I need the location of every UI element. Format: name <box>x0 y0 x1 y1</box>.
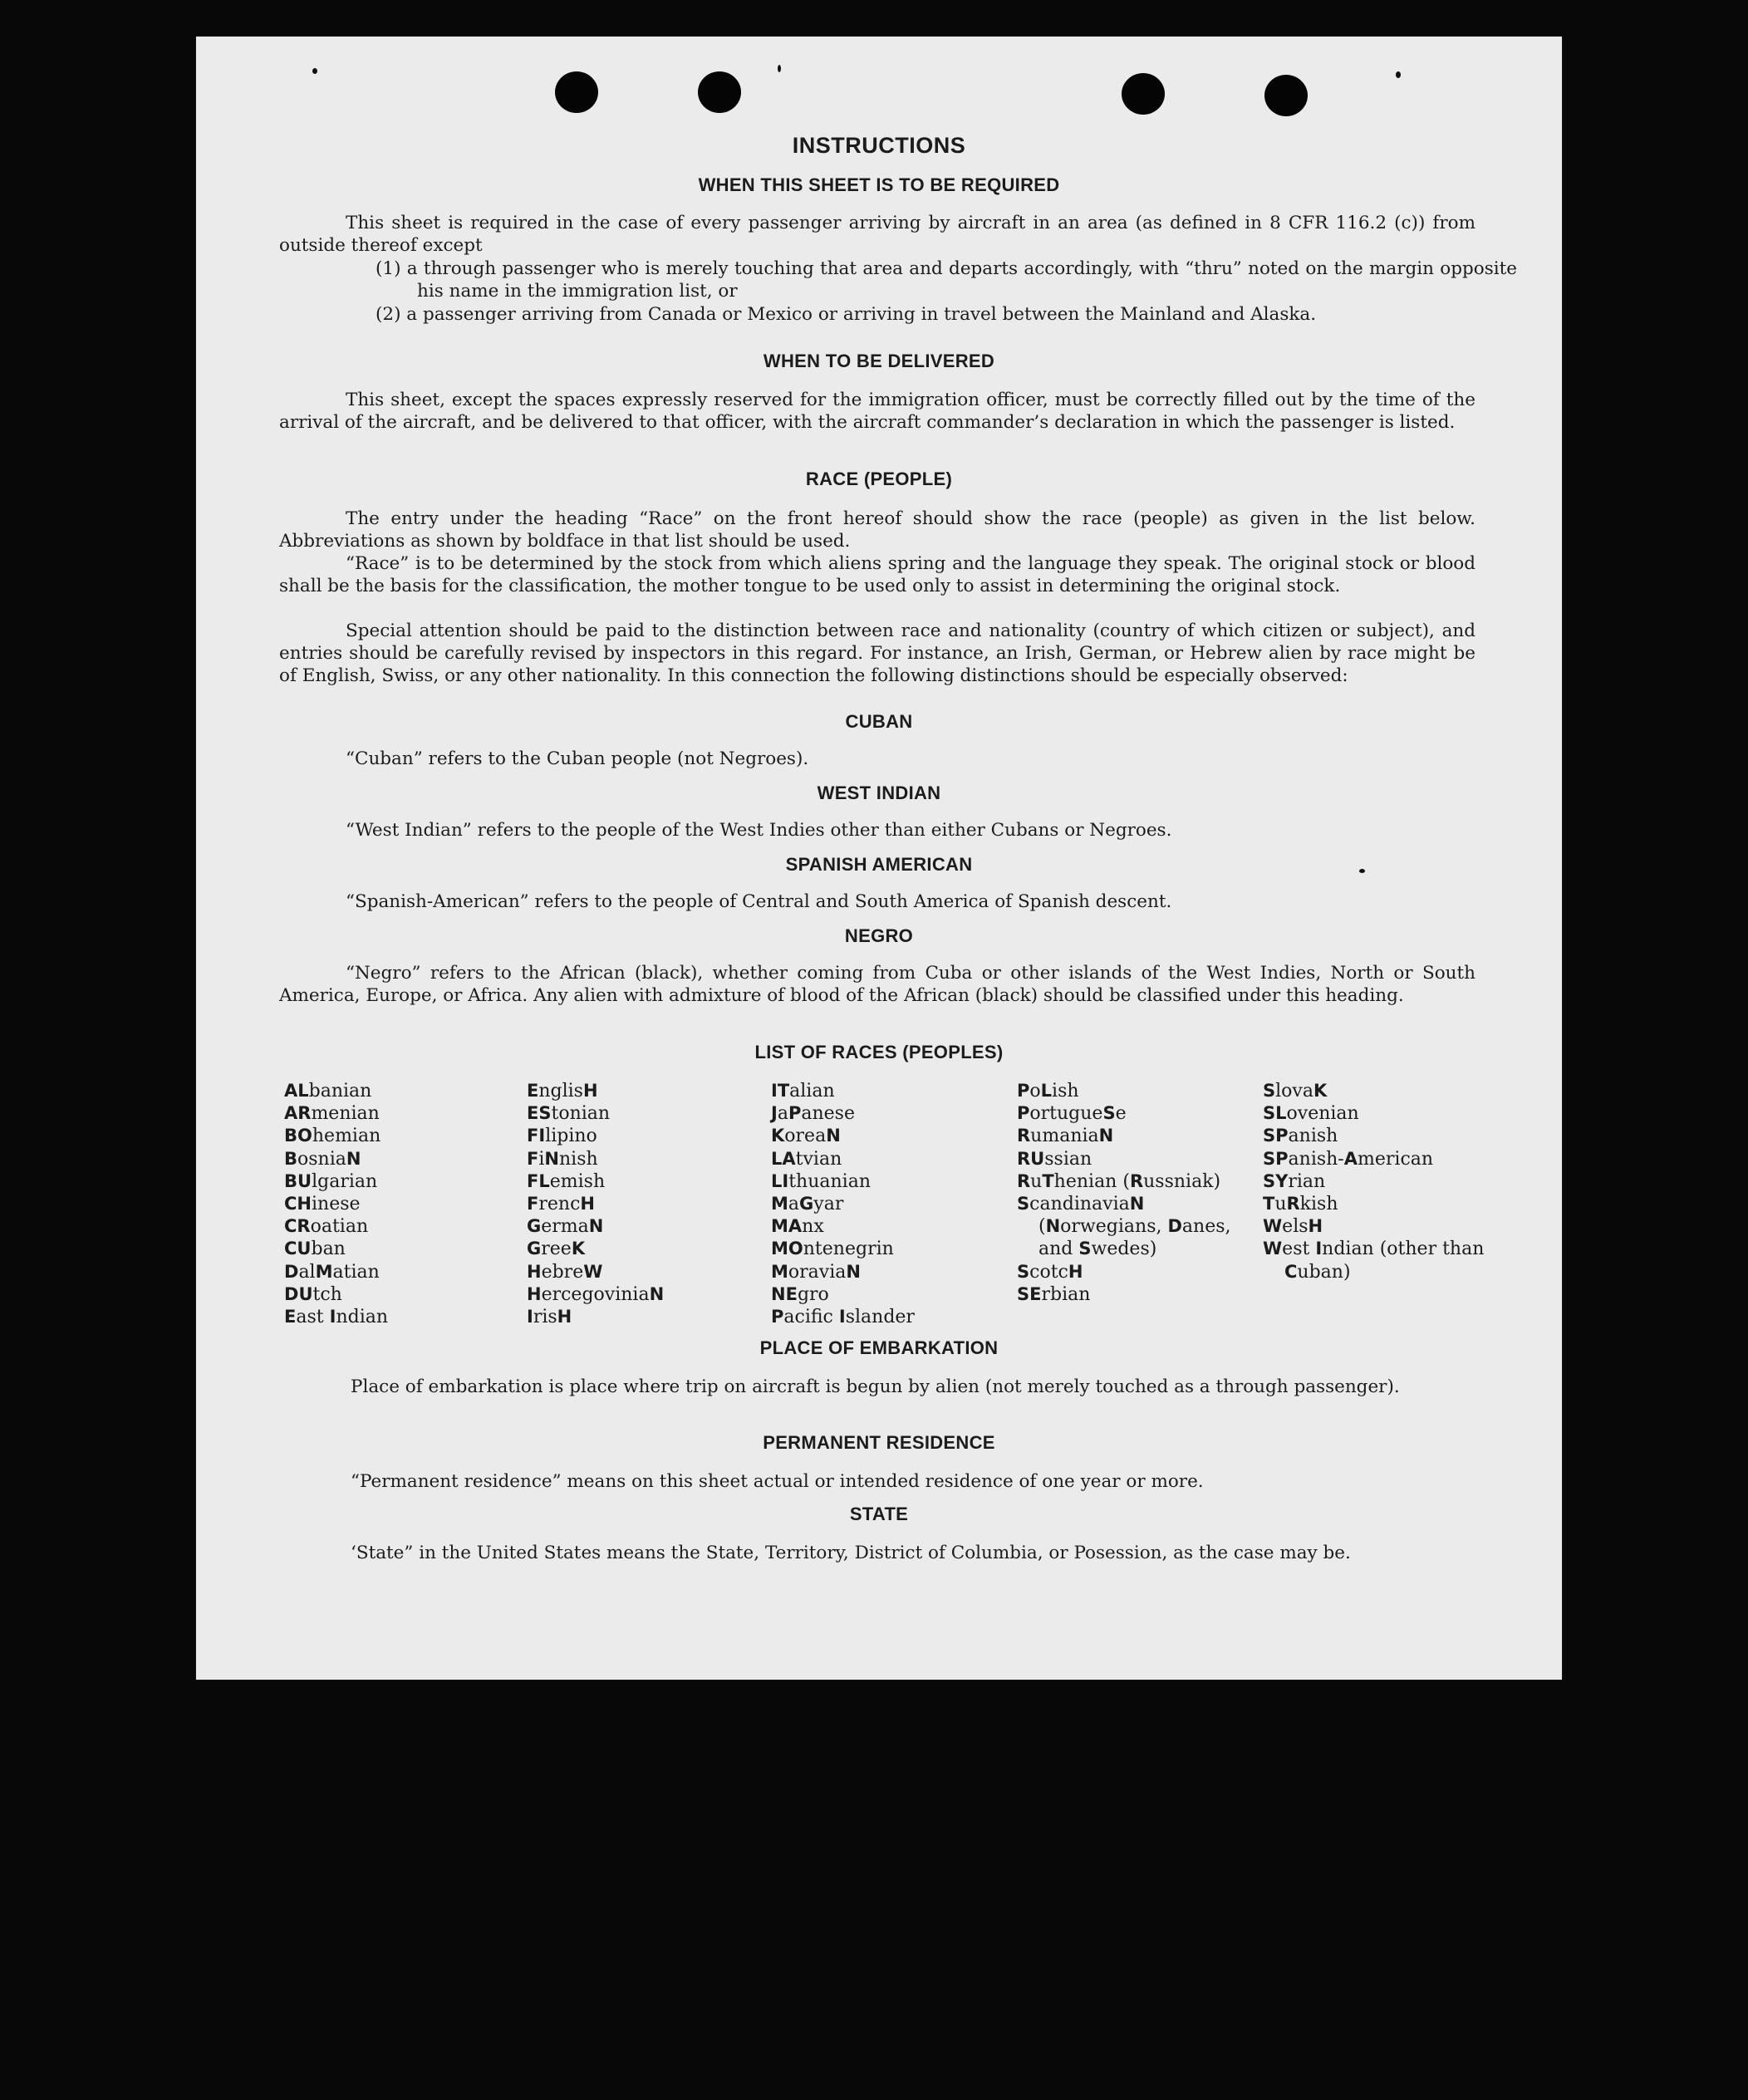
heading-delivered: WHEN TO BE DELIVERED <box>763 351 995 371</box>
heading-list-of-races: LIST OF RACES (PEOPLES) <box>754 1042 1004 1062</box>
race-entry: TuRkish <box>1263 1194 1338 1215</box>
race-entry: West Indian (other than Cuban) <box>1263 1239 1485 1283</box>
races-column-4 <box>1017 1080 1241 1306</box>
heading-cuban: CUBAN <box>845 711 913 732</box>
race-entry: East Indian <box>284 1307 389 1328</box>
race-entry: PoLish <box>1017 1081 1079 1102</box>
spanish-american-text: “Spanish-American” refers to the people of Central and South America of Spanish descent. <box>346 891 1172 912</box>
race-entry: FLemish <box>527 1170 606 1192</box>
race-entry: MoraviaN <box>771 1261 861 1283</box>
speck <box>1396 71 1401 78</box>
races-column-3 <box>771 1080 995 1328</box>
heading-state: STATE <box>849 1504 909 1524</box>
cuban-text: “Cuban” refers to the Cuban people (not Negroes). <box>346 748 809 769</box>
race-entry: PortugueSe <box>1017 1103 1127 1125</box>
race-entry: WelsH <box>1263 1216 1323 1238</box>
race-entry: FiNnish <box>527 1148 598 1170</box>
race-entry: SPanish <box>1263 1126 1338 1147</box>
race-entry: BUlgarian <box>284 1170 378 1192</box>
race-entry: ScandinaviaN (Norwegians, Danes, and Swedes) <box>1017 1194 1231 1260</box>
race-entry: NEgro <box>771 1283 829 1305</box>
state-text: ‘State” in the United States means the State, Territory, District of Columbia, or Posession, as the case may be. <box>351 1543 1351 1563</box>
races-column-2 <box>527 1080 751 1328</box>
required-intro: This sheet is required in the case of every passenger arriving by aircraft in an area (as defined in 8 CFR 116.2 (c)) from outside thereof except <box>279 213 1475 256</box>
race-entry: RuThenian (Russniak) <box>1017 1170 1221 1192</box>
permanent-residence-text: “Permanent residence” means on this sheet actual or intended residence of one year or more. <box>351 1471 1204 1492</box>
race-entry: DUtch <box>284 1283 342 1305</box>
race-entry: MOntenegrin <box>771 1239 894 1260</box>
speck <box>312 68 317 74</box>
document-sheet <box>196 37 1562 1680</box>
race-entry: DalMatian <box>284 1261 380 1283</box>
race-entry: Pacific Islander <box>771 1307 915 1328</box>
race-entry: CHinese <box>284 1194 361 1215</box>
race-entry: ITalian <box>771 1081 835 1102</box>
race-paragraph-2: “Race” is to be determined by the stock from which aliens spring and the language they speak. The original stock or blood shall be the basis for the classification, the mother tongue to be used only to assist in determining the original stock. <box>279 553 1475 596</box>
race-entry: SErbian <box>1017 1283 1091 1305</box>
race-entry: RUssian <box>1017 1148 1092 1170</box>
required-item-2: (2) a passenger arriving from Canada or Mexico or arriving in travel between the Mainland and Alaska. <box>376 304 1317 325</box>
race-entry: BOhemian <box>284 1126 381 1147</box>
race-entry: FIlipino <box>527 1126 597 1147</box>
race-entry: KoreaN <box>771 1126 841 1147</box>
race-entry: EnglisH <box>527 1081 598 1102</box>
race-entry: SlovaK <box>1263 1081 1328 1102</box>
race-entry: SYrian <box>1263 1170 1326 1192</box>
heading-spanish-american: SPANISH AMERICAN <box>785 854 973 875</box>
race-entry: ARmenian <box>284 1103 380 1125</box>
required-item-1: (1) a through passenger who is merely touching that area and departs accordingly, with “thru” noted on the margin opposite his name in the immigration list, or <box>376 258 1517 302</box>
punch-hole <box>1264 75 1308 116</box>
race-entry: RumaniaN <box>1017 1126 1114 1147</box>
races-column-1 <box>284 1080 508 1328</box>
heading-race: RACE (PEOPLE) <box>805 469 953 489</box>
race-entry: MAnx <box>771 1216 824 1238</box>
punch-hole <box>698 71 741 113</box>
race-paragraph-3: Special attention should be paid to the distinction between race and nationality (country of which citizen or subject), and entries should be carefully revised by inspectors in this regard. For instance, an Irish, German, or Hebrew alien by race might be of English, Swiss, or any other nationality. In this connection the following distinctions should be especially observed: <box>279 621 1475 686</box>
race-entry: CRoatian <box>284 1216 369 1238</box>
race-entry: GreeK <box>527 1239 586 1260</box>
punch-hole <box>1122 73 1165 115</box>
negro-text: “Negro” refers to the African (black), whether coming from Cuba or other islands of the West Indies, North or South America, Europe, or Africa. Any alien with admixture of blood of the African (black) should be classified under this heading. <box>279 963 1475 1006</box>
heading-required: WHEN THIS SHEET IS TO BE REQUIRED <box>698 174 1060 195</box>
delivered-text: This sheet, except the spaces expressly reserved for the immigration officer, must be correctly filled out by the time of the arrival of the aircraft, and be delivered to that officer, with the aircraft commander’s declaration in which the passenger is listed. <box>279 390 1475 433</box>
race-entry: EStonian <box>527 1103 611 1125</box>
race-entry: FrencH <box>527 1194 595 1215</box>
race-entry: MaGyar <box>771 1194 844 1215</box>
page-title: INSTRUCTIONS <box>792 133 966 158</box>
race-entry: SPanish-American <box>1263 1148 1434 1170</box>
race-entry: BosniaN <box>284 1148 361 1170</box>
race-paragraph-1: The entry under the heading “Race” on the front hereof should show the race (people) as given in the list below. Abbreviations as shown by boldface in that list should be used. <box>279 508 1475 552</box>
punch-hole <box>555 71 598 113</box>
heading-embarkation: PLACE OF EMBARKATION <box>759 1337 999 1358</box>
heading-negro: NEGRO <box>844 925 914 946</box>
embarkation-text: Place of embarkation is place where trip on aircraft is begun by alien (not merely touched as a through passenger). <box>351 1376 1400 1397</box>
race-entry: CUban <box>284 1239 346 1260</box>
race-entry: ScotcH <box>1017 1261 1083 1283</box>
races-column-5 <box>1263 1080 1487 1283</box>
race-entry: LIthuanian <box>771 1170 872 1192</box>
race-entry: LAtvian <box>771 1148 842 1170</box>
race-entry: JaPanese <box>771 1103 855 1125</box>
race-entry: IrisH <box>527 1307 572 1328</box>
west-indian-text: “West Indian” refers to the people of the West Indies other than either Cubans or Negroes. <box>346 820 1172 841</box>
races-list <box>284 1080 1485 1362</box>
race-entry: ALbanian <box>284 1081 372 1102</box>
race-entry: HebreW <box>527 1261 603 1283</box>
race-entry: SLovenian <box>1263 1103 1359 1125</box>
heading-permanent-residence: PERMANENT RESIDENCE <box>763 1432 995 1453</box>
race-entry: HercegoviniaN <box>527 1283 665 1305</box>
race-entry: GermaN <box>527 1216 604 1238</box>
heading-west-indian: WEST INDIAN <box>817 783 941 803</box>
speck <box>778 65 781 72</box>
